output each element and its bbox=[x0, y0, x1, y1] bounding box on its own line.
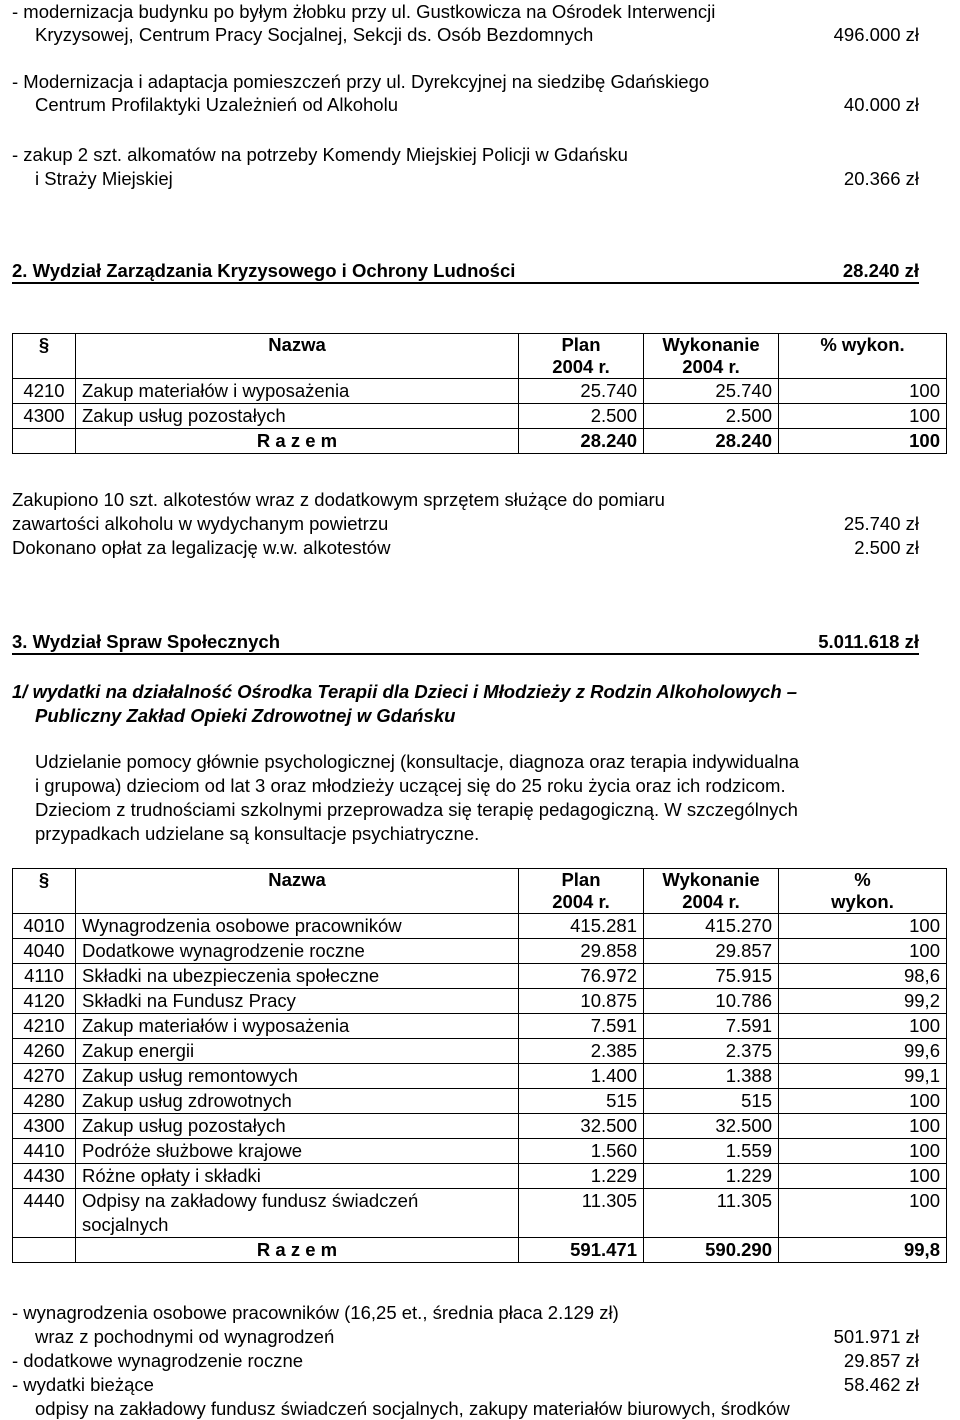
intro-item-2-line1: - Modernizacja i adaptacja pomieszczeń przy ul. Dyrekcyjnej na siedzibę Gdańskiego bbox=[12, 71, 710, 92]
section-3-paragraph-line4: przypadkach udzielane są konsultacje psychiatryczne. bbox=[35, 823, 480, 844]
cell-pct: 100 bbox=[779, 404, 947, 429]
cell-exec: 1.388 bbox=[644, 1064, 779, 1089]
table-row bbox=[13, 989, 947, 1014]
cell-code: 4410 bbox=[13, 1139, 76, 1164]
header-pct: % wykon. bbox=[779, 334, 947, 379]
header-plan-label: Plan bbox=[561, 869, 601, 890]
total-label: R a z e m bbox=[76, 1238, 519, 1263]
total-exec: 28.240 bbox=[644, 429, 779, 454]
cell-plan: 1.229 bbox=[519, 1164, 644, 1189]
cell-exec: 75.915 bbox=[644, 964, 779, 989]
table-total-row bbox=[13, 1238, 947, 1263]
table-header-row bbox=[13, 334, 947, 379]
header-exec-year: 2004 r. bbox=[682, 356, 740, 377]
intro-item-3-line2: i Straży Miejskiej bbox=[35, 168, 173, 189]
cell-name: Zakup usług remontowych bbox=[76, 1064, 519, 1089]
table-row bbox=[13, 1139, 947, 1164]
table-row bbox=[13, 914, 947, 939]
summary-line5: odpisy na zakładowy fundusz świadczeń socjalnych, zakupy materiałów biurowych, środków bbox=[35, 1398, 790, 1419]
header-exec-label: Wykonanie bbox=[662, 334, 760, 355]
cell-plan: 1.400 bbox=[519, 1064, 644, 1089]
section-3-title-text: 3. Wydział Spraw Społecznych bbox=[12, 631, 280, 652]
cell-pct: 100 bbox=[779, 379, 947, 404]
cell-exec: 32.500 bbox=[644, 1114, 779, 1139]
section-2-table bbox=[12, 333, 947, 454]
table-row bbox=[13, 1089, 947, 1114]
section-3-table bbox=[12, 868, 947, 1263]
cell-pct: 100 bbox=[779, 1014, 947, 1039]
table-header-row bbox=[13, 869, 947, 914]
cell-code: 4260 bbox=[13, 1039, 76, 1064]
cell-code: 4300 bbox=[13, 404, 76, 429]
header-name: Nazwa bbox=[76, 869, 519, 914]
table-row bbox=[13, 964, 947, 989]
intro-item-3-line1: - zakup 2 szt. alkomatów na potrzeby Komendy Miejskiej Policji w Gdańsku bbox=[12, 144, 628, 165]
cell-code: 4040 bbox=[13, 939, 76, 964]
cell-exec: 415.270 bbox=[644, 914, 779, 939]
table-row bbox=[13, 1039, 947, 1064]
header-exec bbox=[644, 869, 779, 914]
table-row bbox=[13, 1064, 947, 1089]
cell-code: 4280 bbox=[13, 1089, 76, 1114]
header-pct-label: % bbox=[854, 869, 871, 890]
header-exec-year: 2004 r. bbox=[682, 891, 740, 912]
cell-name: Składki na ubezpieczenia społeczne bbox=[76, 964, 519, 989]
section-3-table-body bbox=[13, 914, 947, 1238]
table-row bbox=[13, 1114, 947, 1139]
header-plan bbox=[519, 334, 644, 379]
cell-name-line2: socjalnych bbox=[82, 1214, 169, 1235]
section-3-paragraph-line3: Dzieciom z trudnościami szkolnymi przeprowadza się terapię pedagogiczną. W szczególnych bbox=[35, 799, 798, 820]
table-row bbox=[13, 1189, 947, 1238]
cell-pct: 100 bbox=[779, 1189, 947, 1238]
intro-item-1-line2: Kryzysowej, Centrum Pracy Socjalnej, Sekcji ds. Osób Bezdomnych bbox=[35, 24, 594, 45]
header-exec-label: Wykonanie bbox=[662, 869, 760, 890]
cell-name: Zakup usług pozostałych bbox=[76, 404, 519, 429]
table-row bbox=[13, 379, 947, 404]
total-exec: 590.290 bbox=[644, 1238, 779, 1263]
section-2-title-text: 2. Wydział Zarządzania Kryzysowego i Ochrony Ludności bbox=[12, 260, 516, 281]
table-total-row bbox=[13, 429, 947, 454]
cell-exec: 7.591 bbox=[644, 1014, 779, 1039]
cell-plan: 32.500 bbox=[519, 1114, 644, 1139]
header-symbol: § bbox=[13, 869, 76, 914]
cell-pct: 100 bbox=[779, 1089, 947, 1114]
header-plan-year: 2004 r. bbox=[552, 356, 610, 377]
total-label: R a z e m bbox=[76, 429, 519, 454]
cell-plan: 11.305 bbox=[519, 1189, 644, 1238]
cell-pct: 100 bbox=[779, 914, 947, 939]
section-3-paragraph-line1: Udzielanie pomocy głównie psychologicznej (konsultacje, diagnoza oraz terapia indywidualna bbox=[35, 751, 800, 772]
section-2-note-amount2: 2.500 zł bbox=[854, 537, 919, 558]
section-3-subheading-line2: Publiczny Zakład Opieki Zdrowotnej w Gdańsku bbox=[35, 705, 456, 726]
cell-code: 4430 bbox=[13, 1164, 76, 1189]
cell-plan: 10.875 bbox=[519, 989, 644, 1014]
cell-code: 4440 bbox=[13, 1189, 76, 1238]
section-2-note-amount1: 25.740 zł bbox=[843, 513, 919, 534]
section-2-note-line2: zawartości alkoholu w wydychanym powietrzu bbox=[12, 513, 389, 534]
cell-plan: 2.385 bbox=[519, 1039, 644, 1064]
section-2-amount: 28.240 zł bbox=[842, 260, 919, 281]
summary-amount3: 58.462 zł bbox=[843, 1374, 919, 1395]
cell-code: 4300 bbox=[13, 1114, 76, 1139]
section-3-paragraph-line2: i grupowa) dzieciom od lat 3 oraz młodzieży uczącej się do 25 roku życia oraz ich rodzicom. bbox=[35, 775, 786, 796]
cell-exec: 2.375 bbox=[644, 1039, 779, 1064]
summary-line1: - wynagrodzenia osobowe pracowników (16,25 et., średnia płaca 2.129 zł) bbox=[12, 1302, 619, 1323]
total-plan: 591.471 bbox=[519, 1238, 644, 1263]
table-row bbox=[13, 1164, 947, 1189]
total-pct: 99,8 bbox=[779, 1238, 947, 1263]
summary-amount1: 501.971 zł bbox=[833, 1326, 919, 1347]
cell-name: Zakup usług pozostałych bbox=[76, 1114, 519, 1139]
cell-name: Podróże służbowe krajowe bbox=[76, 1139, 519, 1164]
summary-amount2: 29.857 zł bbox=[843, 1350, 919, 1371]
section-3-subheading-line1: 1/ wydatki na działalność Ośrodka Terapii dla Dzieci i Młodzieży z Rodzin Alkoholowych – bbox=[12, 681, 798, 702]
cell-plan: 2.500 bbox=[519, 404, 644, 429]
intro-item-2-amount: 40.000 zł bbox=[843, 94, 919, 115]
cell-code-empty bbox=[13, 429, 76, 454]
cell-pct: 99,2 bbox=[779, 989, 947, 1014]
cell-exec: 515 bbox=[644, 1089, 779, 1114]
cell-name: Zakup energii bbox=[76, 1039, 519, 1064]
cell-name: Różne opłaty i składki bbox=[76, 1164, 519, 1189]
cell-exec: 10.786 bbox=[644, 989, 779, 1014]
cell-name: Zakup materiałów i wyposażenia bbox=[76, 379, 519, 404]
intro-item-1-line1: - modernizacja budynku po byłym żłobku przy ul. Gustkowicza na Ośrodek Interwencji bbox=[12, 1, 716, 22]
cell-exec: 1.229 bbox=[644, 1164, 779, 1189]
cell-exec: 29.857 bbox=[644, 939, 779, 964]
cell-name: Zakup usług zdrowotnych bbox=[76, 1089, 519, 1114]
intro-item-2-line2: Centrum Profilaktyki Uzależnień od Alkoholu bbox=[35, 94, 398, 115]
section-2-note-line3: Dokonano opłat za legalizację w.w. alkotestów bbox=[12, 537, 391, 558]
cell-code: 4120 bbox=[13, 989, 76, 1014]
summary-line2: wraz z pochodnymi od wynagrodzeń bbox=[35, 1326, 335, 1347]
cell-plan: 1.560 bbox=[519, 1139, 644, 1164]
summary-line3: - dodatkowe wynagrodzenie roczne bbox=[12, 1350, 304, 1371]
cell-code: 4210 bbox=[13, 1014, 76, 1039]
header-plan-year: 2004 r. bbox=[552, 891, 610, 912]
table-row bbox=[13, 1014, 947, 1039]
header-pct-label2: wykon. bbox=[831, 891, 894, 912]
cell-pct: 99,1 bbox=[779, 1064, 947, 1089]
header-symbol: § bbox=[13, 334, 76, 379]
table-row bbox=[13, 939, 947, 964]
header-plan-label: Plan bbox=[561, 334, 601, 355]
header-plan bbox=[519, 869, 644, 914]
cell-name: Wynagrodzenia osobowe pracowników bbox=[76, 914, 519, 939]
cell-code-empty bbox=[13, 1238, 76, 1263]
cell-plan: 25.740 bbox=[519, 379, 644, 404]
cell-plan: 415.281 bbox=[519, 914, 644, 939]
cell-code: 4010 bbox=[13, 914, 76, 939]
section-2-note-line1: Zakupiono 10 szt. alkotestów wraz z dodatkowym sprzętem służące do pomiaru bbox=[12, 489, 665, 510]
cell-name-line1: Odpisy na zakładowy fundusz świadczeń bbox=[82, 1190, 419, 1211]
summary-line4: - wydatki bieżące bbox=[12, 1374, 154, 1395]
cell-name: Zakup materiałów i wyposażenia bbox=[76, 1014, 519, 1039]
table-row bbox=[13, 404, 947, 429]
total-pct: 100 bbox=[779, 429, 947, 454]
cell-exec: 25.740 bbox=[644, 379, 779, 404]
section-3-amount: 5.011.618 zł bbox=[818, 631, 919, 652]
intro-item-1-amount: 496.000 zł bbox=[833, 24, 919, 45]
cell-exec: 11.305 bbox=[644, 1189, 779, 1238]
cell-plan: 29.858 bbox=[519, 939, 644, 964]
cell-name: Dodatkowe wynagrodzenie roczne bbox=[76, 939, 519, 964]
cell-code: 4210 bbox=[13, 379, 76, 404]
cell-code: 4270 bbox=[13, 1064, 76, 1089]
section-3-title bbox=[12, 631, 919, 655]
cell-plan: 7.591 bbox=[519, 1014, 644, 1039]
intro-item-3-amount: 20.366 zł bbox=[843, 168, 919, 189]
total-plan: 28.240 bbox=[519, 429, 644, 454]
cell-pct: 99,6 bbox=[779, 1039, 947, 1064]
cell-pct: 100 bbox=[779, 939, 947, 964]
cell-exec: 1.559 bbox=[644, 1139, 779, 1164]
cell-plan: 515 bbox=[519, 1089, 644, 1114]
cell-pct: 100 bbox=[779, 1139, 947, 1164]
cell-pct: 100 bbox=[779, 1164, 947, 1189]
cell-name bbox=[76, 1189, 519, 1238]
cell-exec: 2.500 bbox=[644, 404, 779, 429]
header-name: Nazwa bbox=[76, 334, 519, 379]
header-exec bbox=[644, 334, 779, 379]
section-2-title bbox=[12, 260, 919, 284]
header-pct bbox=[779, 869, 947, 914]
cell-pct: 98,6 bbox=[779, 964, 947, 989]
cell-plan: 76.972 bbox=[519, 964, 644, 989]
cell-pct: 100 bbox=[779, 1114, 947, 1139]
cell-name: Składki na Fundusz Pracy bbox=[76, 989, 519, 1014]
cell-code: 4110 bbox=[13, 964, 76, 989]
